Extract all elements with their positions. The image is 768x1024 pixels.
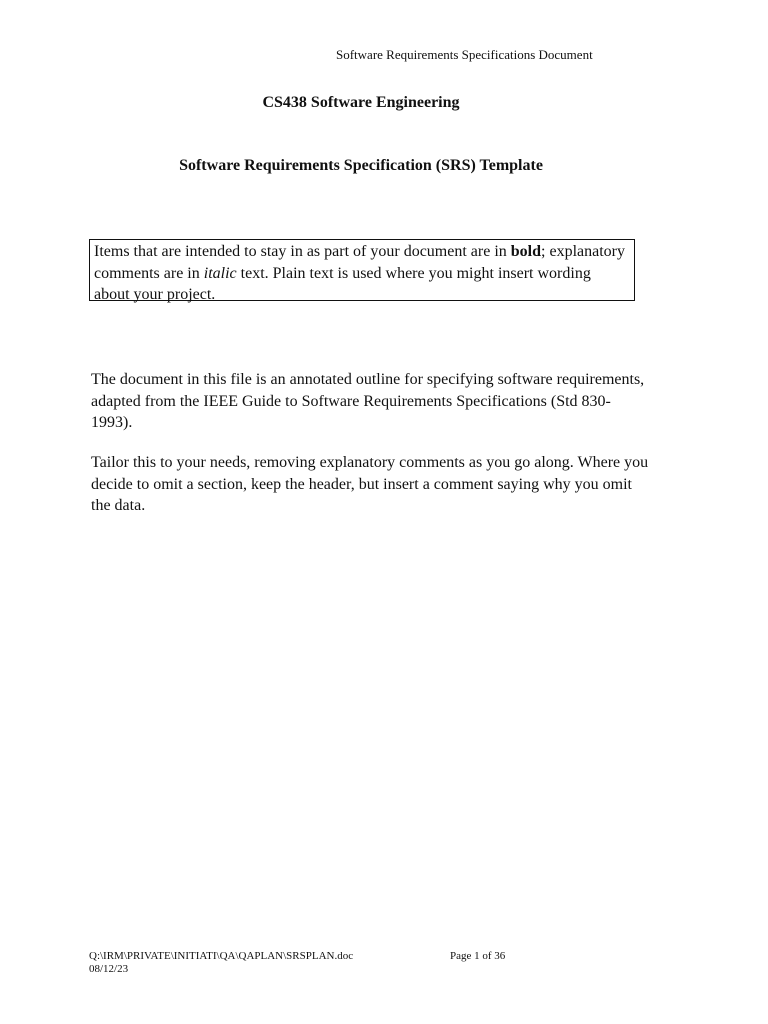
note-text-1: Items that are intended to stay in as part of your document are in bbox=[94, 243, 511, 260]
note-text-3: text. Plain text is used where you might insert wording about your project. bbox=[94, 264, 591, 303]
note-text-2: ; explanatory comments are in bbox=[94, 243, 625, 282]
note-italic-word: italic bbox=[203, 264, 237, 282]
note-bold-word: bold bbox=[510, 243, 542, 260]
running-header: Software Requirements Specifications Document bbox=[336, 47, 593, 62]
tailor-paragraph: Tailor this to your needs, removing explanatory comments as you go along. Where you decide to omit a section, keep the header, but insert a comment saying why you omit the data. bbox=[91, 454, 649, 514]
intro-paragraph: The document in this file is an annotated outline for specifying software requirements, adapted from the IEEE Guide to Software Requirements Specifications (Std 830-1993). bbox=[91, 371, 645, 431]
footer-page-number: Page 1 of 36 bbox=[450, 950, 506, 962]
course-title: CS438 Software Engineering bbox=[262, 94, 460, 111]
formatting-note-box bbox=[89, 239, 635, 301]
footer-file-path: Q:\IRM\PRIVATE\INITIATI\QA\QAPLAN\SRSPLAN.doc bbox=[89, 950, 354, 962]
document-title: Software Requirements Specification (SRS) Template bbox=[179, 157, 543, 174]
footer-date: 08/12/23 bbox=[89, 963, 129, 975]
